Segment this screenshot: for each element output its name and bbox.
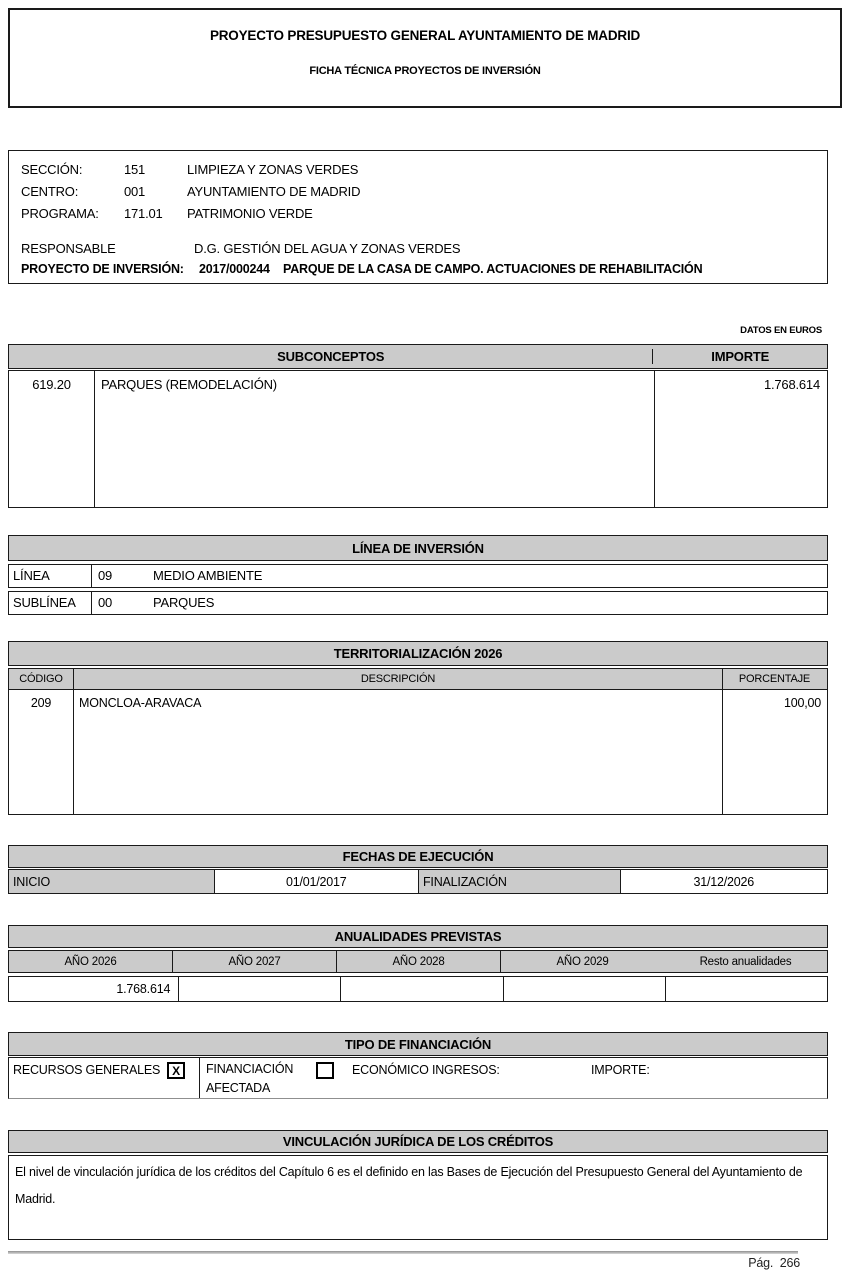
proyecto-code: 2017/000244 [199,262,270,276]
seccion-desc: LIMPIEZA Y ZONAS VERDES [187,162,359,177]
subconcepto-desc: PARQUES (REMODELACIÓN) [101,377,277,392]
sublinea-label: SUBLÍNEA [13,595,76,610]
anio-2027-value [178,977,340,1001]
proyecto-label: PROYECTO DE INVERSIÓN: [21,262,184,276]
anualidades-values-row [8,976,828,1002]
financiacion-header: TIPO DE FINANCIACIÓN [8,1032,828,1056]
fechas-header: FECHAS DE EJECUCIÓN [8,845,828,868]
sublinea-divider [91,592,92,614]
anualidades-subheader [8,950,828,973]
recursos-generales-checkbox: X [167,1062,185,1079]
linea-divider [91,565,92,587]
document-header-box [8,8,842,108]
importe-header: IMPORTE [652,349,827,364]
finalizacion-label: FINALIZACIÓN [418,870,620,893]
info-row-programa [9,206,829,224]
subconceptos-col-divider-1 [94,371,95,507]
seccion-label: SECCIÓN: [21,162,83,177]
anio-2026-header: AÑO 2026 [64,955,117,968]
programa-desc: PATRIMONIO VERDE [187,206,313,221]
resto-anualidades-header: Resto anualidades [699,955,792,968]
sublinea-row [8,591,828,615]
sublinea-code: 00 [98,595,113,610]
linea-desc: MEDIO AMBIENTE [153,568,263,583]
finalizacion-value: 31/12/2026 [620,870,827,893]
subconceptos-header: SUBCONCEPTOS [277,349,385,364]
territorio-codigo: 209 [30,696,52,710]
economico-ingresos-label: ECONÓMICO INGRESOS: [352,1063,500,1077]
linea-inversion-header: LÍNEA DE INVERSIÓN [8,535,828,561]
territorializacion-divider-2 [722,690,723,814]
anio-2028-header: AÑO 2028 [336,951,500,972]
territorio-porcentaje: 100,00 [783,696,821,710]
subconcepto-importe: 1.768.614 [763,377,820,392]
recursos-generales-label: RECURSOS GENERALES [13,1063,161,1077]
anio-2028-value [340,977,502,1001]
programa-code: 171.01 [124,206,163,221]
info-row-centro [9,184,829,202]
financiacion-afectada-label-line1: FINANCIACIÓN [206,1062,294,1076]
document-subtitle: FICHA TÉCNICA PROYECTOS DE INVERSIÓN [309,65,541,77]
linea-label: LÍNEA [13,568,50,583]
anio-2029-header: AÑO 2029 [500,951,664,972]
responsable-value: D.G. GESTIÓN DEL AGUA Y ZONAS VERDES [194,241,461,256]
subconceptos-body [8,370,828,508]
financiacion-afectada-label-line2: AFECTADA [206,1081,271,1095]
anualidades-header: ANUALIDADES PREVISTAS [8,925,828,948]
page-number: Pág. 266 [748,1256,800,1270]
fechas-row [8,869,828,894]
financiacion-afectada-checkbox [316,1062,334,1079]
footer-rule [8,1251,798,1254]
inicio-value: 01/01/2017 [214,870,419,893]
anio-2029-value [503,977,665,1001]
vinculacion-body: El nivel de vinculación jurídica de los créditos del Capítulo 6 es el definido en las Bases de Ejecución del Presupuesto General del Ayuntamiento de Madrid. [8,1155,828,1240]
subconceptos-col-divider-2 [654,371,655,507]
datos-en-euros-label: DATOS EN EUROS [740,325,822,336]
territorializacion-divider-1 [73,690,74,814]
document-title: PROYECTO PRESUPUESTO GENERAL AYUNTAMIENTO DE MADRID [209,28,641,43]
territorializacion-subheader [8,668,828,690]
descripcion-header: DESCRIPCIÓN [73,669,722,689]
proyecto-desc: PARQUE DE LA CASA DE CAMPO. ACTUACIONES DE REHABILITACIÓN [283,262,703,276]
centro-label: CENTRO: [21,184,79,199]
territorializacion-header: TERRITORIALIZACIÓN 2026 [8,641,828,666]
info-row-proyecto [9,262,829,280]
centro-code: 001 [124,184,146,199]
inicio-label: INICIO [9,870,214,893]
codigo-header: CÓDIGO [19,673,63,685]
territorio-descripcion: MONCLOA-ARAVACA [79,696,202,710]
info-row-responsable [9,241,829,259]
resto-anualidades-value [665,977,827,1001]
info-row-seccion [9,162,829,180]
centro-desc: AYUNTAMIENTO DE MADRID [187,184,361,199]
responsable-label: RESPONSABLE [21,241,116,256]
financiacion-row [8,1057,828,1099]
subconceptos-header-row [8,344,828,369]
vinculacion-header: VINCULACIÓN JURÍDICA DE LOS CRÉDITOS [8,1130,828,1153]
anio-2027-header: AÑO 2027 [172,951,336,972]
subconcepto-code: 619.20 [32,377,71,392]
seccion-code: 151 [124,162,146,177]
anio-2026-value: 1.768.614 [116,982,171,996]
financiacion-divider [199,1058,200,1098]
importe-label: IMPORTE: [591,1063,650,1077]
sublinea-desc: PARQUES [153,595,215,610]
program-info-box [8,150,828,284]
programa-label: PROGRAMA: [21,206,99,221]
linea-code: 09 [98,568,113,583]
territorializacion-body [8,690,828,815]
linea-row [8,564,828,588]
porcentaje-header: PORCENTAJE [722,669,826,689]
